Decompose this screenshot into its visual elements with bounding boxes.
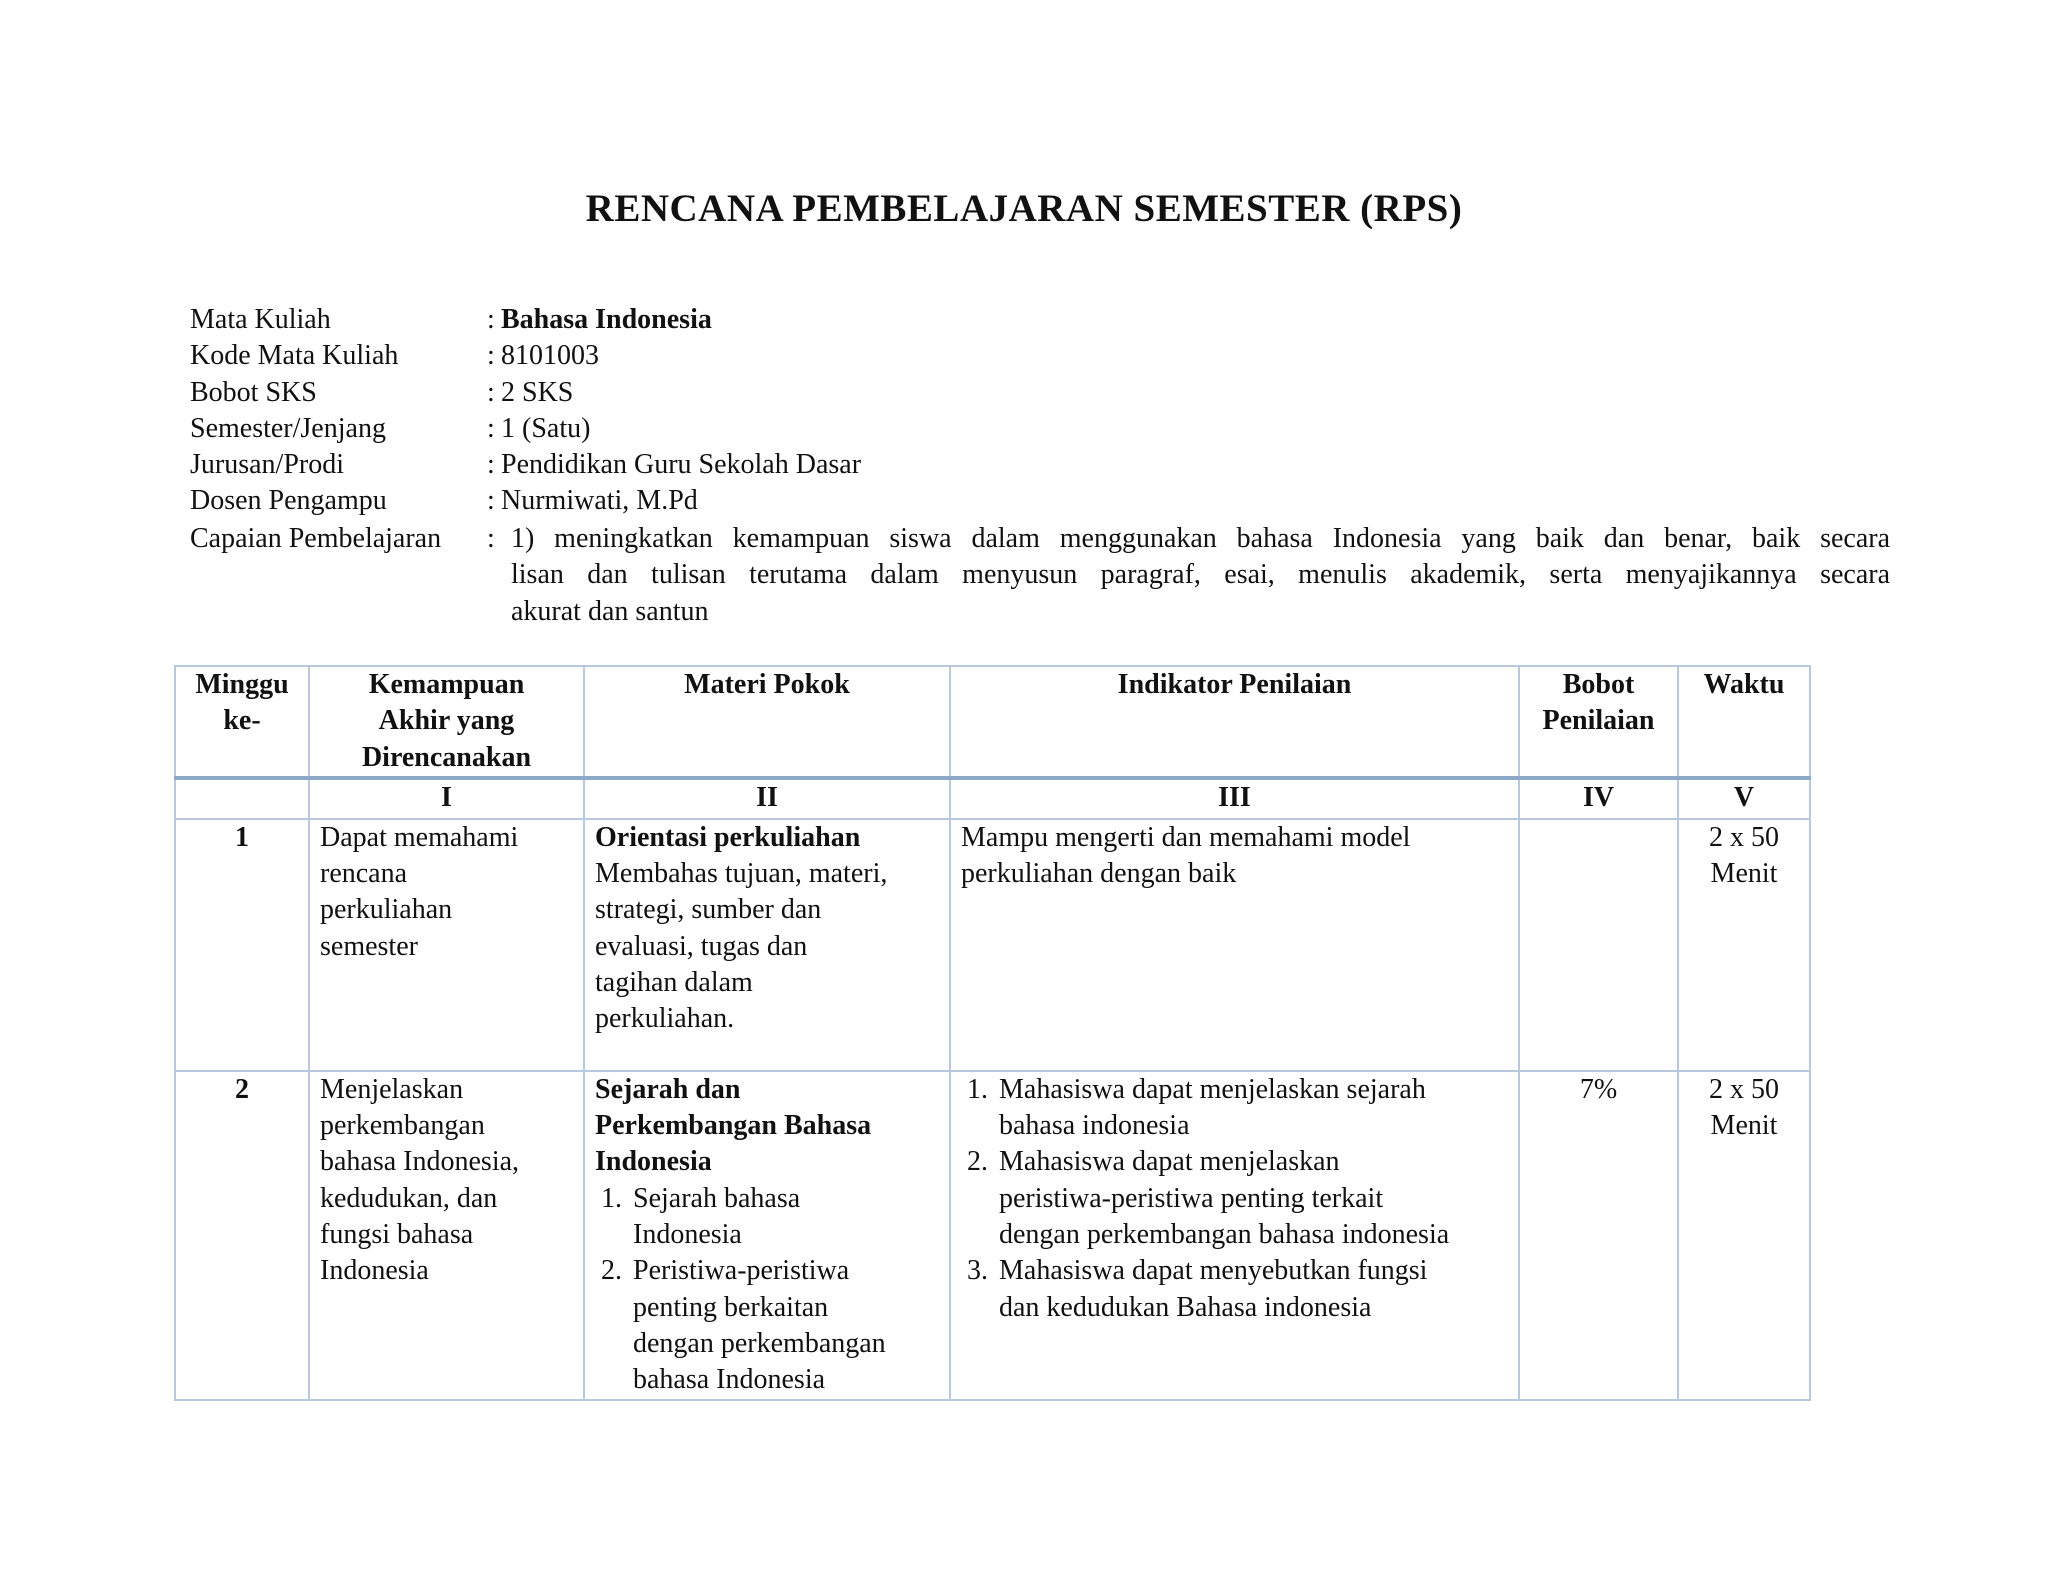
table-row: [175, 1071, 1810, 1400]
cell-materi: [584, 1071, 950, 1400]
capaian-line: 1) meningkatkan kemampuan siswa dalam menggunakan bahasa Indonesia yang baik dan benar, baik secara: [511, 523, 1890, 554]
info-value-kode: 8101003: [501, 340, 599, 372]
info-value-mata-kuliah: Bahasa Indonesia: [501, 304, 712, 335]
materi-title: Orientasi perkuliahan: [595, 821, 861, 853]
header-bobot: Bobot Penilaian: [1519, 666, 1678, 778]
info-row-kode: [190, 338, 1890, 374]
info-colon: :: [487, 412, 495, 444]
header-minggu: Minggu ke-: [175, 666, 309, 778]
info-label: Mata Kuliah: [190, 304, 331, 335]
capaian-line: akurat dan santun: [511, 595, 709, 627]
info-value-dosen: Nurmiwati, M.Pd: [501, 485, 698, 517]
roman-cell: III: [950, 778, 1519, 819]
list-item: 2. Peristiwa-peristiwa penting berkaitan dengan perkembangan bahasa Indonesia: [629, 1253, 939, 1398]
info-colon: :: [487, 340, 495, 372]
list-item: 2. Mahasiswa dapat menjelaskan peristiwa-peristiwa penting terkait dengan perkembangan bahasa indonesia: [995, 1144, 1508, 1253]
roman-cell: I: [309, 778, 584, 819]
info-row-semester: [190, 411, 1890, 447]
info-row-mata-kuliah: [190, 302, 1890, 338]
materi-list: [595, 1181, 939, 1399]
info-value-bobot: 2 SKS: [501, 376, 574, 408]
info-label: Jurusan/Prodi: [190, 449, 344, 481]
info-label: Bobot SKS: [190, 376, 317, 408]
document-title: RENCANA PEMBELAJARAN SEMESTER (RPS): [585, 187, 1463, 230]
list-item: 1. Mahasiswa dapat menjelaskan sejarah bahasa indonesia: [995, 1072, 1508, 1145]
course-info: [190, 302, 1890, 520]
cell-minggu: 1: [175, 819, 309, 1071]
cell-indikator: Mampu mengerti dan memahami model perkuliahan dengan baik: [950, 819, 1519, 1071]
header-materi: Materi Pokok: [584, 666, 950, 778]
info-row-jurusan: [190, 447, 1890, 483]
info-row-bobot: [190, 375, 1890, 411]
roman-numeral-row: [175, 778, 1810, 819]
cell-kemampuan: Dapat memahami rencana perkuliahan semester: [309, 819, 584, 1071]
cell-bobot: 7%: [1519, 1071, 1678, 1400]
info-label: Kode Mata Kuliah: [190, 340, 399, 372]
cell-bobot: [1519, 819, 1678, 1071]
table-header-row: [175, 666, 1810, 778]
cell-indikator: [950, 1071, 1519, 1400]
capaian-text: [511, 521, 1890, 630]
info-label: Capaian Pembelajaran: [190, 523, 442, 554]
header-waktu: Waktu: [1678, 666, 1810, 778]
roman-cell: IV: [1519, 778, 1678, 819]
roman-cell: V: [1678, 778, 1810, 819]
header-kemampuan: Kemampuan Akhir yang Direncanakan: [309, 666, 584, 778]
info-colon: :: [487, 304, 495, 335]
rps-table: [174, 665, 1811, 1401]
cell-waktu: 2 x 50 Menit: [1678, 819, 1810, 1071]
header-indikator: Indikator Penilaian: [950, 666, 1519, 778]
info-label: Dosen Pengampu: [190, 485, 387, 517]
cell-materi: Orientasi perkuliahan Membahas tujuan, materi, strategi, sumber dan evaluasi, tugas dan tagihan dalam perkuliahan.: [584, 819, 950, 1071]
info-value-semester: 1 (Satu): [501, 412, 591, 444]
materi-title: Sejarah dan Perkembangan Bahasa Indonesia: [595, 1073, 872, 1178]
indikator-list: [961, 1072, 1508, 1326]
list-item: 3. Mahasiswa dapat menyebutkan fungsi dan kedudukan Bahasa indonesia: [995, 1253, 1508, 1326]
cell-minggu: 2: [175, 1071, 309, 1400]
info-row-dosen: [190, 483, 1890, 519]
info-value-jurusan: Pendidikan Guru Sekolah Dasar: [501, 449, 862, 481]
info-colon: :: [487, 376, 495, 408]
capaian-line: lisan dan tulisan terutama dalam menyusun paragraf, esai, menulis akademik, serta menyajikannya secara: [511, 559, 1890, 591]
roman-cell-empty: [175, 778, 309, 819]
info-colon: :: [487, 523, 495, 554]
info-colon: :: [487, 485, 495, 517]
roman-cell: II: [584, 778, 950, 819]
cell-waktu: 2 x 50 Menit: [1678, 1071, 1810, 1400]
cell-kemampuan: Menjelaskan perkembangan bahasa Indonesia, kedudukan, dan fungsi bahasa Indonesia: [309, 1071, 584, 1400]
info-colon: :: [487, 449, 495, 481]
list-item: 1. Sejarah bahasa Indonesia: [629, 1181, 939, 1254]
table-row: [175, 819, 1810, 1071]
info-label: Semester/Jenjang: [190, 412, 386, 444]
